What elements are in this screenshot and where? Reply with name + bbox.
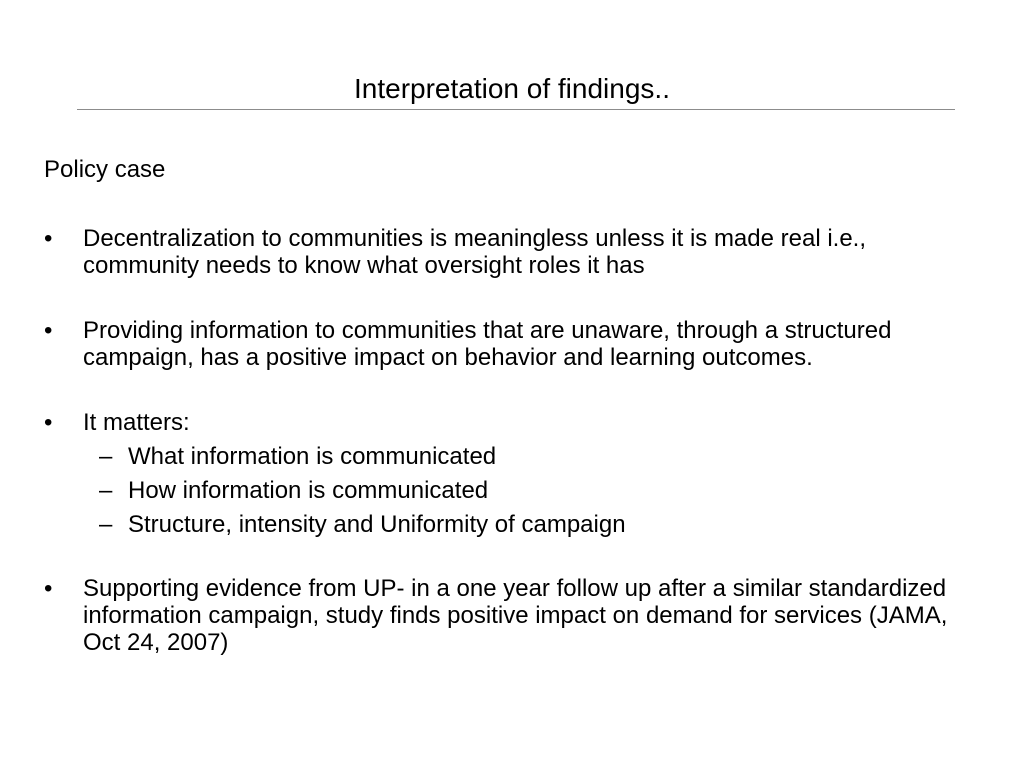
bullet-list — [44, 225, 974, 694]
bullet-text: It matters: — [83, 409, 190, 436]
sub-bullet-item — [83, 443, 974, 470]
sub-bullet-text: How information is communicated — [128, 477, 489, 504]
bullet-marker: • — [44, 575, 53, 602]
bullet-item — [44, 409, 974, 538]
bullet-text: Decentralization to communities is meaningless unless it is made real i.e., community needs to know what oversight roles it has — [83, 225, 867, 279]
sub-bullet-marker: – — [99, 477, 113, 504]
bullet-marker: • — [44, 225, 53, 252]
sub-bullet-text: Structure, intensity and Uniformity of campaign — [128, 511, 626, 538]
title-divider — [77, 109, 955, 110]
bullet-text: Supporting evidence from UP- in a one year follow up after a similar standardized information campaign, study finds positive impact on demand for services (JAMA, Oct 24, 2007) — [83, 575, 948, 656]
bullet-marker: • — [44, 317, 53, 344]
bullet-item — [44, 317, 974, 371]
sub-bullet-list — [83, 443, 974, 538]
bullet-item — [44, 575, 974, 656]
sub-bullet-marker: – — [99, 443, 113, 470]
slide-title: Interpretation of findings.. — [354, 73, 670, 104]
sub-bullet-item — [83, 477, 974, 504]
bullet-item — [44, 225, 974, 279]
sub-bullet-marker: – — [99, 511, 113, 538]
sub-bullet-text: What information is communicated — [128, 443, 497, 470]
section-heading: Policy case — [44, 156, 166, 183]
sub-bullet-item — [83, 511, 974, 538]
bullet-text: Providing information to communities that are unaware, through a structured campaign, has a positive impact on behavior and learning outcomes. — [83, 317, 892, 371]
bullet-marker: • — [44, 409, 53, 436]
